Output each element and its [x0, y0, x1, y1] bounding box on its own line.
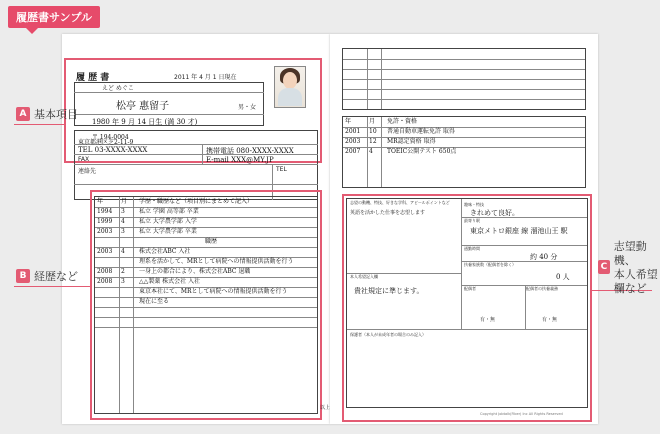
history-cell: 東京本社にて、MRとして病院への情報提供活動を行う	[139, 288, 288, 295]
history-row	[95, 227, 317, 237]
resume-page-left	[62, 34, 330, 424]
address: 東京都港区芝2-11-9	[78, 139, 134, 146]
spouse-duty: 有・無	[542, 317, 558, 323]
commute-label: 通勤時間	[464, 246, 480, 251]
email: E-mail XXX@MY.JP	[206, 156, 274, 164]
history-cell: 4	[121, 248, 125, 255]
history-cell: 年	[97, 198, 104, 205]
dependents: 0 人	[556, 273, 570, 281]
history-cell: 私立 学園 高等部 卒業	[139, 208, 199, 215]
history-cell: 2003	[97, 228, 113, 235]
contact-label: 連絡先	[78, 168, 97, 175]
licenses-cell: 4	[369, 148, 373, 155]
birth-date: 1980 年 9 月 14 日生 (満 30 才)	[92, 118, 198, 126]
licenses-header-row	[343, 117, 585, 127]
history-cell: 私立 大学農学部 入学	[139, 218, 197, 225]
commute: 約 40 分	[530, 253, 558, 261]
history-row	[95, 287, 317, 297]
label-a	[16, 106, 78, 122]
history-cell: 現在に至る	[139, 298, 170, 305]
gender: 男・女	[238, 104, 257, 111]
motivation-text: 英語を活かした仕事を志望します	[350, 210, 426, 216]
history-row	[95, 297, 317, 307]
applicant-name: 松亭 惠留子	[116, 101, 170, 112]
licenses-cell: 2001	[345, 128, 361, 135]
history-cell: 2008	[97, 268, 113, 275]
postal-code: 〒 194-0004	[92, 134, 129, 141]
label-c-line-2: 本人希望	[613, 268, 658, 281]
label-b-text: 経歴など	[34, 270, 78, 283]
history-continued-table	[342, 48, 586, 110]
licenses-cell: 10	[369, 128, 377, 135]
history-cell: 3	[121, 278, 125, 285]
copyright: Copyright Jobtalk(Fiber) Inc All Rights Reserved	[480, 412, 563, 416]
hobby: きれめて良好。	[470, 209, 519, 217]
mobile: 携帯電話 080-XXXX-XXXX	[206, 147, 294, 155]
licenses-cell: 年	[345, 118, 352, 125]
history-cell: 2	[121, 268, 125, 275]
history-cell: 月	[121, 198, 128, 205]
history-cell: 株式会社ABC 入社	[139, 248, 191, 255]
history-cell: 一身上の都合により、株式会社ABC 退職	[139, 268, 251, 275]
label-c-line-1: 志望動機、	[613, 240, 647, 267]
licenses-row	[343, 147, 585, 157]
applicant-photo	[274, 66, 306, 108]
resume-date: 2011 年 4 月 1 日現在	[174, 74, 237, 81]
history-cell: 4	[121, 218, 125, 225]
station-label: 最寄り駅	[464, 218, 480, 223]
history-row	[95, 237, 317, 247]
label-b	[16, 268, 78, 284]
wish: 貴社規定に準じます。	[354, 287, 424, 295]
history-table	[94, 196, 318, 414]
dependents-label: 扶養家族数（配偶者を除く）	[464, 262, 516, 267]
wish-label: 本人希望記入欄	[350, 274, 378, 279]
hobby-label: 趣味・特技	[464, 202, 484, 207]
tel: TEL 03-XXXX-XXXX	[78, 146, 148, 154]
resume-page-right	[330, 34, 598, 424]
history-row	[95, 307, 317, 317]
history-row	[95, 247, 317, 257]
history-row	[95, 267, 317, 277]
history-row	[95, 257, 317, 267]
licenses-row	[343, 137, 585, 147]
licenses-cell: 12	[369, 138, 377, 145]
licenses-cell: 免許・資格	[387, 118, 418, 125]
licenses-cell: 月	[369, 118, 376, 125]
history-cell: 1994	[97, 208, 113, 215]
label-c-line-3: 欄など	[613, 282, 647, 295]
history-cell: 3	[121, 208, 125, 215]
guardian-label: 保護者（本人が未成年者の場合のみ記入）	[350, 332, 426, 337]
station: 東京メトロ銀座 線 溜池山王 駅	[470, 227, 568, 235]
spouse-label: 配偶者	[464, 286, 476, 291]
badge-b: B	[16, 269, 30, 283]
history-cell: 3	[121, 228, 125, 235]
resume-title: 履 歴 書	[76, 73, 110, 83]
history-row	[95, 277, 317, 287]
badge-c: C	[598, 260, 610, 274]
licenses-cell: MR認定資格 取得	[387, 138, 436, 145]
motivation-label: 志望の動機、特技、好きな学科、アピールポイントなど	[350, 200, 450, 205]
history-cell: 理系を活かして、MRとして病院への情報提供活動を行う	[139, 258, 294, 265]
label-c	[598, 240, 660, 296]
licenses-cell: 普通自動車運転免許 取得	[387, 128, 455, 135]
history-header-row	[95, 197, 317, 207]
history-row	[95, 207, 317, 217]
history-end: 以上	[320, 405, 331, 411]
history-cell: 1999	[97, 218, 113, 225]
history-cell: 学歴・職歴など（項目別にまとめて記入）	[139, 198, 254, 205]
history-cell: 2008	[97, 278, 113, 285]
history-cell: △△製薬 株式会社 入社	[139, 278, 201, 285]
history-row	[95, 327, 317, 337]
licenses-cell: 2007	[345, 148, 361, 155]
history-cell: 私立 大学農学部 卒業	[139, 228, 197, 235]
fax: FAX	[78, 156, 90, 163]
licenses-cell: 2003	[345, 138, 361, 145]
spouse-duty-label: 配偶者の扶養義務	[526, 286, 558, 291]
furigana: えど めぐこ	[102, 85, 134, 92]
history-row	[95, 217, 317, 227]
license-table	[342, 116, 586, 188]
spouse: 有・無	[480, 317, 496, 323]
label-a-text: 基本項目	[34, 108, 78, 121]
licenses-cell: TOEIC公開テスト 650点	[387, 148, 457, 155]
sample-tag: 履歴書サンプル	[8, 6, 100, 28]
tel2-label: TEL	[276, 166, 287, 173]
history-cell: 2003	[97, 248, 113, 255]
badge-a: A	[16, 107, 30, 121]
history-cell: 職歴	[205, 238, 218, 245]
history-row	[95, 317, 317, 327]
licenses-row	[343, 127, 585, 137]
